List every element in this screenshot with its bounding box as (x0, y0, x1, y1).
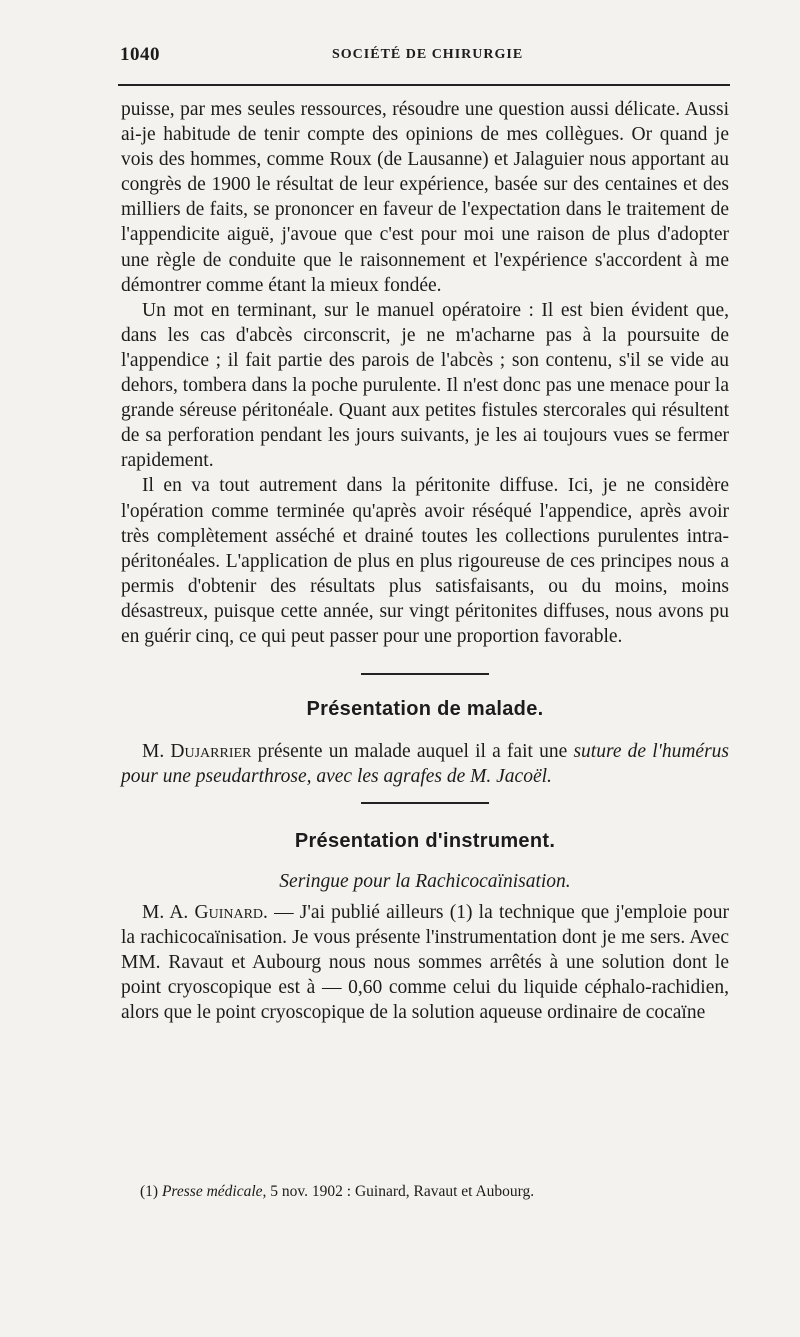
footnote-source: Presse médicale, (161, 1183, 267, 1200)
presentation-italic: suture de l'humérus pour une pseudarthrose, avec les agrafes de M. Jacoël. (121, 741, 730, 788)
paragraph-continuation: puisse, par mes seules ressources, résoudre une question aussi délicate. Aussi ai-je habitude de tenir compte des opinions de mes collègues. Or quand je vois des hommes, comme Roux (de Lausanne) et Jalaguier nous apportant au congrès de 1900 le résultat de leur expérience, basée sur des centaines et des milliers de faits, se prononcer en faveur de l'expectation dans le traitement de l'appendicite aiguë, j'avoue que c'est pour moi une raison de plus d'adopter une règle de conduite que le raisonnement et l'expérience s'accordent à me démontrer comme étant la mieux fondée. (121, 99, 729, 296)
paragraph-patient-presentation (121, 739, 729, 789)
paragraph-diffuse-peritonitis: Il en va tout autrement dans la péritonite diffuse. Ici, je ne considère l'opération comme terminée qu'après avoir réséqué l'appendice, après avoir très complètement asséché et drainé toutes les collections purulentes intra-péritonéales. L'application de plus en plus rigoureuse de ces principes nous a permis d'obtenir des résultats plus satisfaisants, ou du moins, moins désastreux, puisque cette année, sur vingt péritonites diffuses, nous avons pu en guérir cinq, ce qui peut passer pour une proportion favorable. (121, 475, 729, 647)
running-title: SOCIÉTÉ DE CHIRURGIE (332, 47, 524, 62)
page-number: 1040 (120, 44, 160, 65)
section-separator (361, 673, 489, 675)
footnote-text: 5 nov. 1902 : Guinard, Ravaut et Aubourg. (266, 1183, 535, 1200)
section-heading-instrument: Présentation d'instrument. (294, 830, 556, 853)
paragraph-operative-manual: Un mot en terminant, sur le manuel opératoire : Il est bien évident que, dans les cas d'abcès circonscrit, je ne m'acharne pas à la poursuite de l'appendice ; il fait partie des parois de l'abcès ; son contenu, s'il se vide au dehors, tombera dans la poche purulente. Il n'est donc pas une menace pour la grande séreuse péritonéale. Quant aux petites fistules stercorales qui résultent de sa perforation pendant les jours suivants, je les ai toujours vues se fermer rapidement. (121, 299, 729, 472)
speaker-name: M. A. Guinard. (142, 901, 268, 923)
footnote-marker: (1) (140, 1183, 159, 1200)
section-heading-patient: Présentation de malade. (306, 698, 544, 721)
speaker-name: M. Dujarrier (142, 741, 252, 763)
presentation-text: présente un malade auquel il a fait une (251, 741, 574, 763)
footnote (140, 1182, 730, 1202)
header-rule (118, 84, 730, 86)
page-header (120, 44, 730, 74)
instrument-subtitle: Seringue pour la Rachicocaïnisation. (279, 871, 571, 893)
instrument-text: — J'ai publié ailleurs (1) la technique que j'emploie pour la rachicocaïnisation. Je vous présente l'instrumentation dont je me sers. Avec MM. Ravaut et Aubourg nous nous sommes arrêtés à une solution dont le point cryoscopique est à — 0,60 comme celui du liquide céphalo-rachidien, alors que le point cryoscopique de la solution aqueuse ordinaire de cocaïne (121, 901, 729, 1023)
section-separator (361, 802, 489, 804)
article-body (121, 97, 729, 1025)
paragraph-instrument (121, 900, 729, 1025)
